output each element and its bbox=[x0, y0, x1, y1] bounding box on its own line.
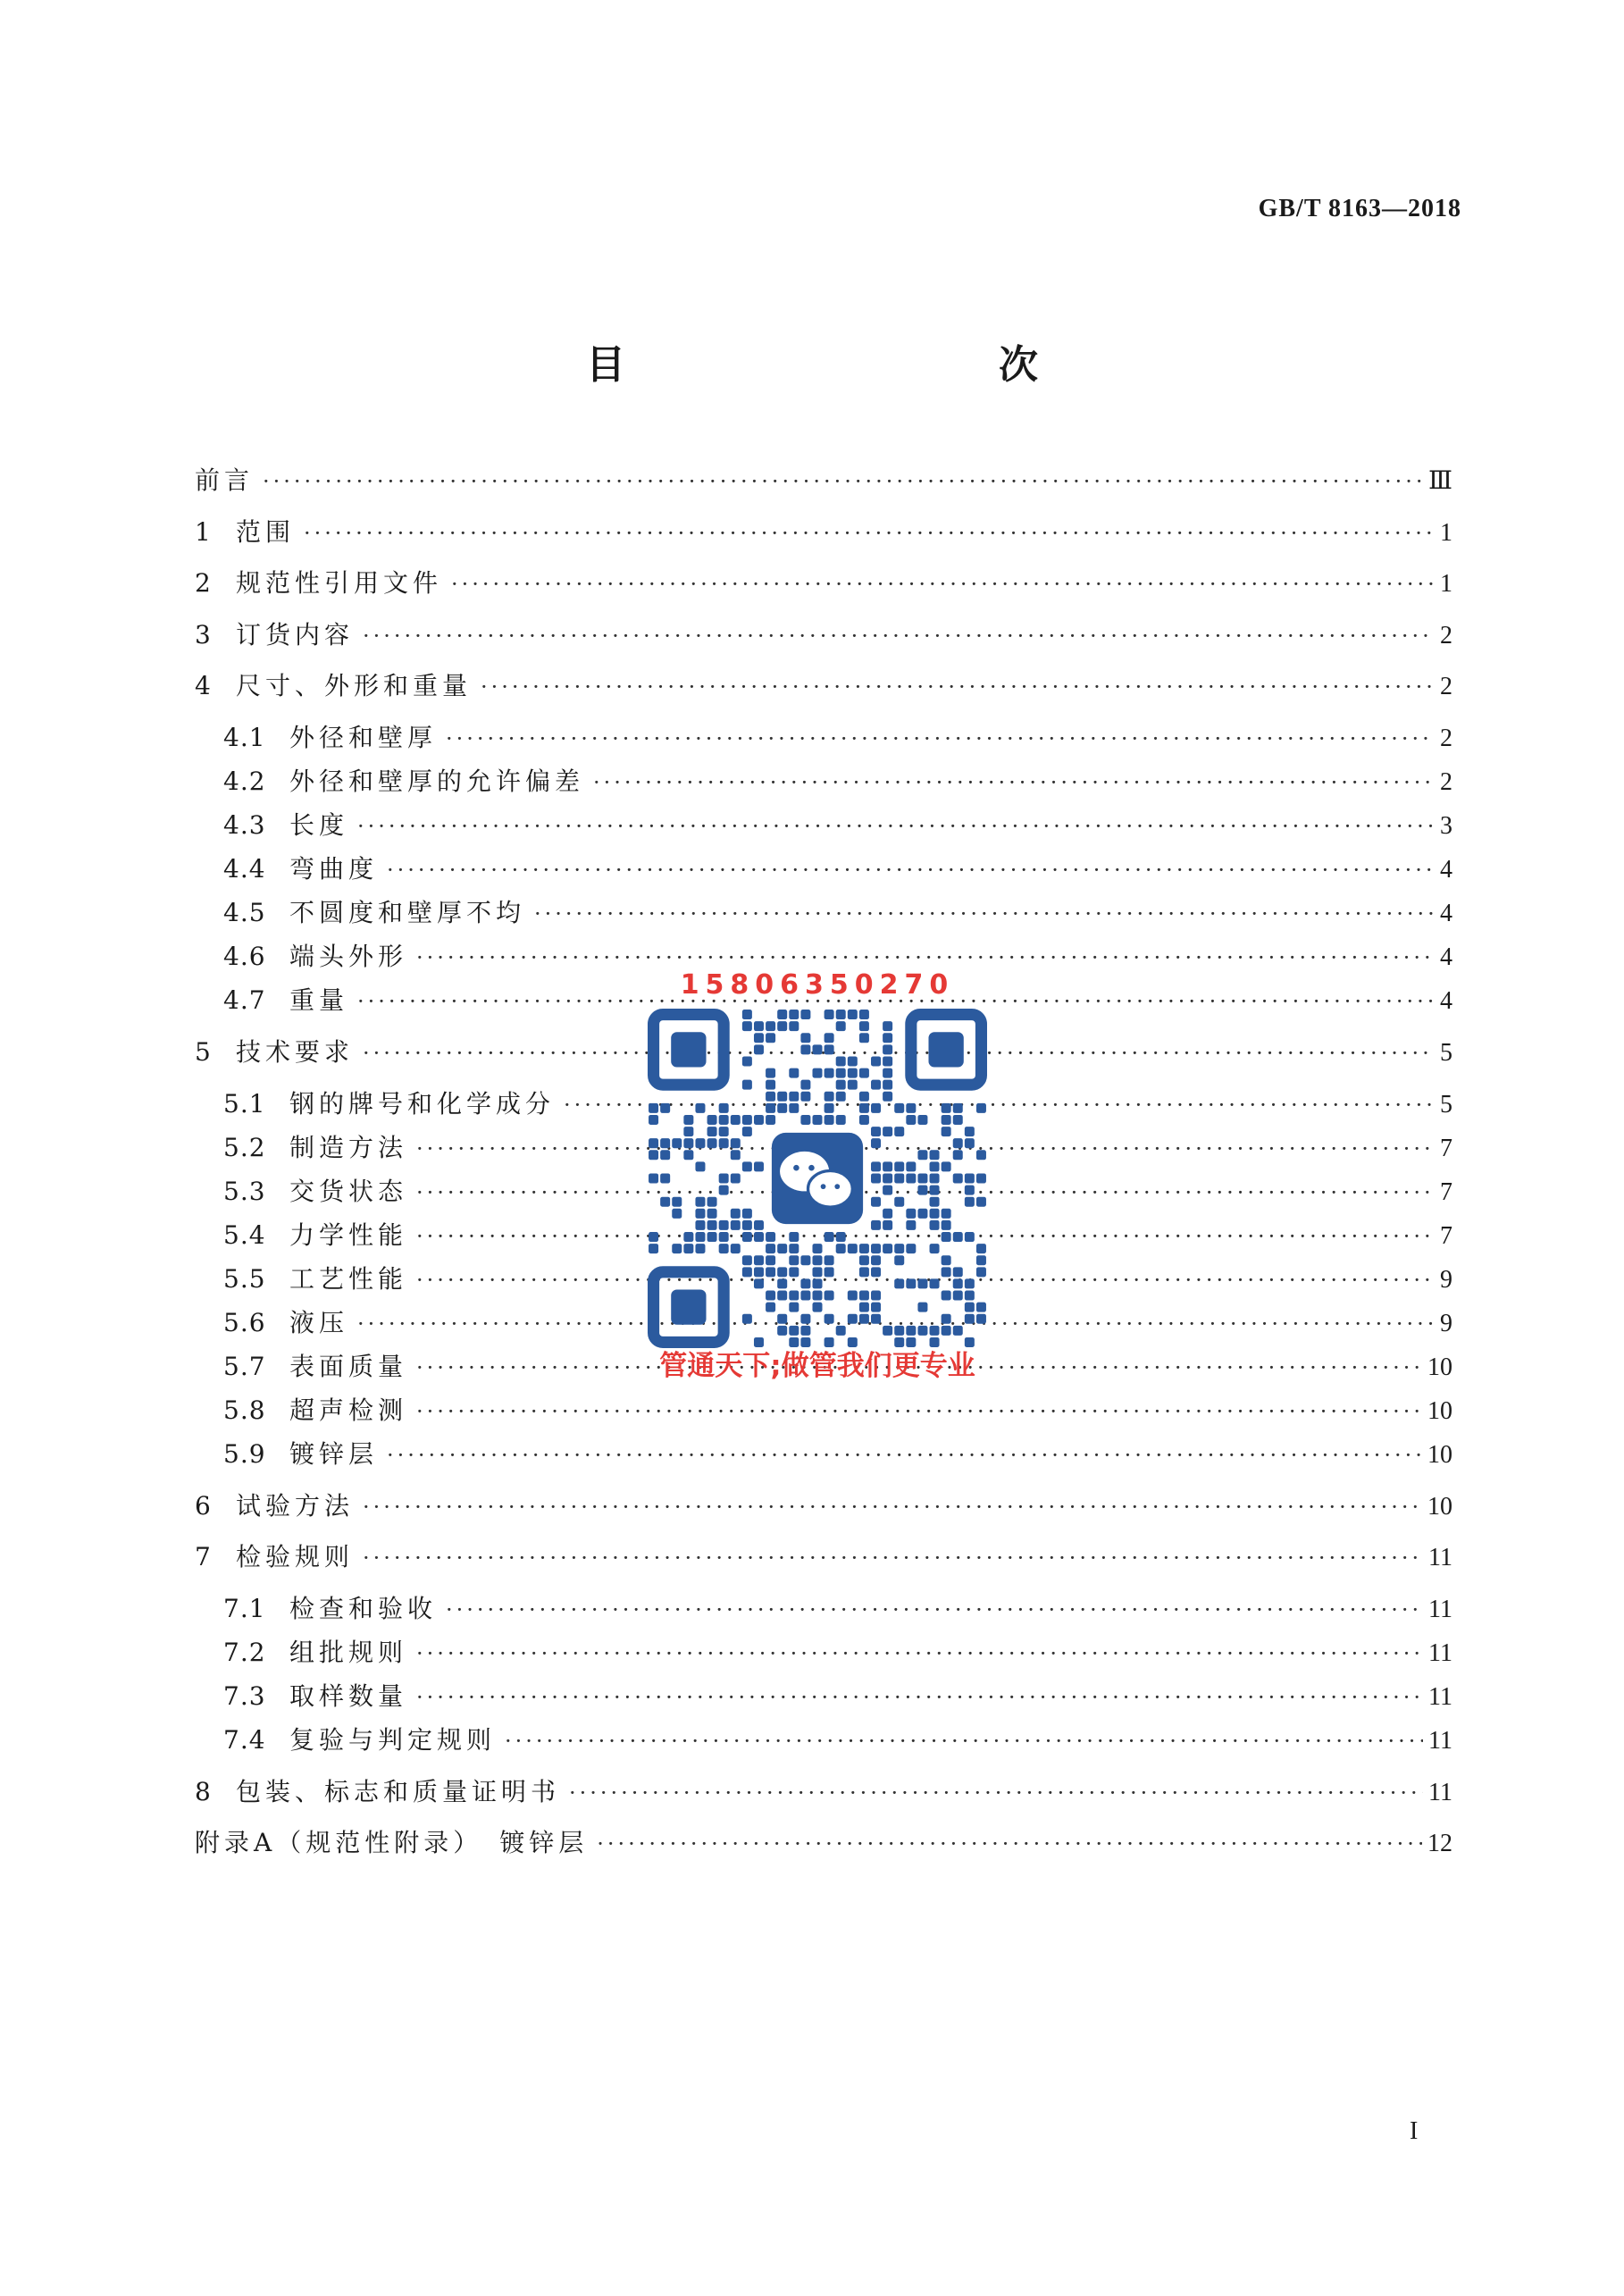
toc-entry-number: 4.7 bbox=[223, 985, 266, 1015]
toc-entry-number: 4.6 bbox=[223, 942, 266, 971]
toc-title: 目 次 bbox=[586, 342, 1136, 388]
toc-entry-page: 1 bbox=[1440, 519, 1452, 547]
toc-entry-title: 钢的牌号和化学成分 bbox=[289, 1089, 556, 1119]
toc-entry-page: 11 bbox=[1428, 1727, 1452, 1755]
toc-entry-page: 10 bbox=[1427, 1441, 1452, 1469]
page-number: I bbox=[1410, 2117, 1419, 2145]
toc-entry-number: 2 bbox=[195, 568, 212, 598]
toc-entry-title: 弯曲度 bbox=[289, 854, 379, 884]
toc-entry-page: 2 bbox=[1440, 673, 1452, 700]
toc-entry-number: 7 bbox=[195, 1542, 212, 1571]
qr-phone-number: 15806350270 bbox=[680, 969, 955, 1001]
toc-leader-dots bbox=[363, 1489, 1422, 1525]
toc-entry-page: 5 bbox=[1440, 1091, 1452, 1119]
toc-entry-number: 5.9 bbox=[223, 1439, 266, 1469]
toc-leader-dots bbox=[446, 1592, 1423, 1628]
toc-leader-dots bbox=[416, 1680, 1423, 1715]
toc-entry-page: 2 bbox=[1440, 725, 1452, 752]
toc-entry-title: 外径和壁厚 bbox=[289, 723, 438, 752]
toc-entry-number: 4.1 bbox=[223, 723, 266, 752]
toc-entry[interactable] bbox=[223, 895, 1452, 931]
toc-entry[interactable] bbox=[195, 1539, 1452, 1575]
toc-leader-dots bbox=[304, 515, 1435, 551]
toc-entry[interactable] bbox=[223, 851, 1452, 887]
toc-entry-title: 长度 bbox=[289, 810, 349, 840]
toc-entry[interactable] bbox=[195, 463, 1452, 499]
toc-entry-title: 不圆度和壁厚不均 bbox=[289, 898, 526, 927]
toc-entry[interactable] bbox=[223, 808, 1452, 843]
toc-entry-title: 检验规则 bbox=[236, 1542, 355, 1571]
qr-finder-top-left bbox=[654, 1015, 724, 1085]
toc-entry[interactable] bbox=[223, 1679, 1452, 1714]
toc-entry-number: 5.8 bbox=[223, 1395, 266, 1425]
toc-entry-number: 5.6 bbox=[223, 1308, 266, 1337]
toc-entry[interactable] bbox=[195, 515, 1452, 550]
toc-entry-page: 1 bbox=[1440, 570, 1452, 598]
toc-leader-dots bbox=[446, 721, 1435, 757]
toc-entry-number: 1 bbox=[195, 517, 212, 547]
toc-entry-number: 7.3 bbox=[223, 1681, 266, 1711]
toc-entry-number: 7.1 bbox=[223, 1594, 266, 1623]
toc-leader-dots bbox=[534, 896, 1435, 932]
toc-entry-page: 11 bbox=[1428, 1639, 1452, 1667]
toc-entry-title: 外径和壁厚的允许偏差 bbox=[289, 767, 585, 796]
toc-leader-dots bbox=[387, 1437, 1422, 1473]
standard-code: GB/T 8163—2018 bbox=[1258, 195, 1461, 222]
toc-entry-title: 组批规则 bbox=[289, 1638, 408, 1667]
toc-entry-title: 镀锌层 bbox=[289, 1439, 379, 1469]
toc-entry-page: 11 bbox=[1428, 1596, 1452, 1623]
toc-leader-dots bbox=[597, 1826, 1422, 1862]
toc-entry-title: 力学性能 bbox=[289, 1220, 408, 1250]
toc-entry-number: 5.7 bbox=[223, 1352, 266, 1381]
toc-entry-title: 检查和验收 bbox=[289, 1594, 438, 1623]
toc-leader-dots bbox=[593, 765, 1435, 800]
qr-overlay bbox=[643, 969, 992, 1389]
toc-entry-number: 5.5 bbox=[223, 1264, 266, 1294]
toc-entry-page: 4 bbox=[1440, 856, 1452, 884]
toc-entry-title: 技术要求 bbox=[236, 1037, 355, 1067]
toc-entry-number: 4 bbox=[195, 671, 212, 700]
toc-entry[interactable] bbox=[223, 1591, 1452, 1627]
toc-leader-dots bbox=[387, 852, 1435, 888]
toc-leader-dots bbox=[357, 809, 1435, 844]
toc-entry[interactable] bbox=[195, 617, 1452, 653]
toc-leader-dots bbox=[416, 1636, 1423, 1672]
toc-leader-dots bbox=[569, 1775, 1423, 1811]
toc-entry-page: 9 bbox=[1440, 1310, 1452, 1337]
toc-leader-dots bbox=[481, 669, 1435, 705]
toc-entry-number: 5 bbox=[195, 1037, 212, 1067]
toc-entry-page: 4 bbox=[1440, 900, 1452, 927]
toc-entry-page: 4 bbox=[1440, 943, 1452, 971]
toc-entry-page: Ⅲ bbox=[1427, 467, 1452, 495]
toc-entry-page: 10 bbox=[1427, 1493, 1452, 1521]
toc-entry-page: 7 bbox=[1440, 1178, 1452, 1206]
toc-entry-number: 5.3 bbox=[223, 1177, 266, 1206]
toc-entry-title: 包装、标志和质量证明书 bbox=[236, 1777, 561, 1806]
toc-entry-number: 4.4 bbox=[223, 854, 266, 884]
toc-entry-title: 规范性引用文件 bbox=[236, 568, 443, 598]
toc-entry-title: 超声检测 bbox=[289, 1395, 408, 1425]
toc-entry-page: 11 bbox=[1428, 1779, 1452, 1806]
toc-entry[interactable] bbox=[223, 1437, 1452, 1472]
toc-entry-number: 4.2 bbox=[223, 767, 266, 796]
toc-entry-number: 7.2 bbox=[223, 1638, 266, 1667]
toc-entry-title: 试验方法 bbox=[236, 1491, 355, 1521]
toc-entry-page: 2 bbox=[1440, 622, 1452, 649]
toc-entry-title: 制造方法 bbox=[289, 1133, 408, 1162]
toc-entry-page: 10 bbox=[1427, 1353, 1452, 1381]
toc-entry[interactable] bbox=[195, 1774, 1452, 1810]
toc-entry-number: 5.4 bbox=[223, 1220, 266, 1250]
toc-entry-number: 5.1 bbox=[223, 1089, 266, 1119]
toc-entry-title: 订货内容 bbox=[236, 620, 355, 649]
toc-entry-title: 附录A（规范性附录） 镀锌层 bbox=[195, 1828, 589, 1857]
toc-entry-page: 3 bbox=[1440, 812, 1452, 840]
toc-entry-number: 3 bbox=[195, 620, 212, 649]
toc-entry-page: 7 bbox=[1440, 1222, 1452, 1250]
toc-entry-number: 4.3 bbox=[223, 810, 266, 840]
toc-entry-number: 5.2 bbox=[223, 1133, 266, 1162]
toc-entry-page: 2 bbox=[1440, 768, 1452, 796]
toc-entry[interactable] bbox=[195, 1488, 1452, 1524]
toc-entry-title: 工艺性能 bbox=[289, 1264, 408, 1294]
toc-entry-page: 11 bbox=[1428, 1544, 1452, 1571]
toc-entry-title: 前言 bbox=[195, 465, 255, 495]
toc-entry-title: 交货状态 bbox=[289, 1177, 408, 1206]
toc-entry-number: 7.4 bbox=[223, 1725, 266, 1755]
toc-entry-page: 7 bbox=[1440, 1135, 1452, 1162]
toc-leader-dots bbox=[363, 618, 1435, 654]
toc-entry[interactable] bbox=[223, 1722, 1452, 1758]
toc-entry-page: 10 bbox=[1427, 1397, 1452, 1425]
toc-entry-page: 5 bbox=[1440, 1039, 1452, 1067]
toc-entry-number: 6 bbox=[195, 1491, 212, 1521]
toc-entry-title: 范围 bbox=[236, 517, 296, 547]
qr-finder-bottom-left bbox=[654, 1272, 724, 1343]
toc-leader-dots bbox=[451, 566, 1435, 602]
toc-entry[interactable] bbox=[195, 566, 1452, 601]
toc-entry-title: 尺寸、外形和重量 bbox=[236, 671, 473, 700]
toc-entry-page: 11 bbox=[1428, 1683, 1452, 1711]
toc-leader-dots bbox=[505, 1723, 1423, 1759]
qr-code bbox=[648, 1009, 987, 1348]
toc-entry[interactable] bbox=[223, 720, 1452, 756]
wechat-icon bbox=[772, 1133, 863, 1224]
toc-entry-title: 重量 bbox=[289, 985, 349, 1015]
toc-entry-page: 9 bbox=[1440, 1266, 1452, 1294]
toc-leader-dots bbox=[263, 464, 1423, 499]
toc-entry[interactable] bbox=[223, 1393, 1452, 1429]
toc-entry-page: 12 bbox=[1427, 1830, 1452, 1857]
toc-entry-title: 表面质量 bbox=[289, 1352, 408, 1381]
toc-entry[interactable] bbox=[223, 764, 1452, 800]
toc-entry-title: 液压 bbox=[289, 1308, 349, 1337]
toc-entry-number: 4.5 bbox=[223, 898, 266, 927]
toc-entry[interactable] bbox=[195, 668, 1452, 704]
toc-entry[interactable] bbox=[195, 1825, 1452, 1861]
toc-entry[interactable] bbox=[223, 1635, 1452, 1671]
qr-finder-top-right bbox=[911, 1015, 982, 1085]
toc-entry-title: 端头外形 bbox=[289, 942, 408, 971]
qr-slogan: 管通天下;做管我们更专业 bbox=[659, 1350, 975, 1382]
toc-leader-dots bbox=[416, 1394, 1422, 1429]
toc-entry-title: 复验与判定规则 bbox=[289, 1725, 497, 1755]
toc-leader-dots bbox=[363, 1540, 1423, 1576]
toc-entry-title: 取样数量 bbox=[289, 1681, 408, 1711]
toc-entry-number: 8 bbox=[195, 1777, 212, 1806]
toc-entry-page: 4 bbox=[1440, 987, 1452, 1015]
